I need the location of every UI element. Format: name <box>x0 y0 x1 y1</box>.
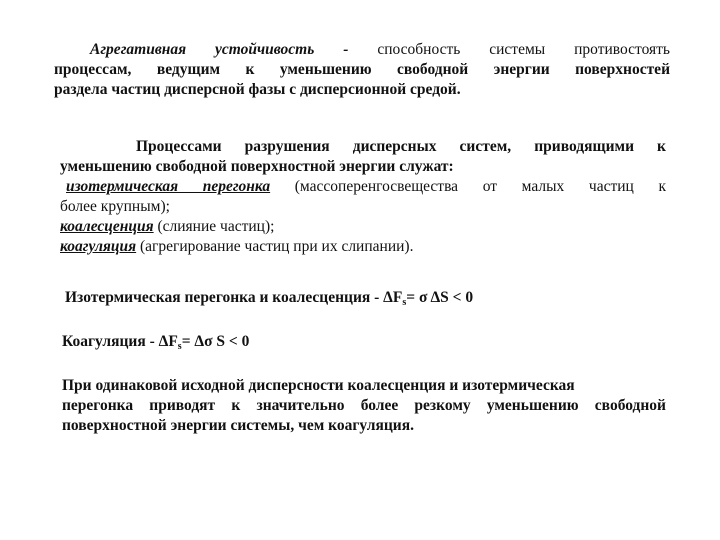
coagulation-desc: (агрегирование частиц при их слипании). <box>140 238 414 255</box>
processes-paragraph <box>60 137 666 257</box>
formula2-sub: s <box>177 341 182 352</box>
coagulation-term: коагуляция <box>60 238 137 255</box>
conclusion-line-2: перегонка приводят к значительно более резкому уменьшению свободной <box>62 397 666 414</box>
coalescence-term: коалесценция <box>60 218 154 235</box>
formula2-text: Коагуляция - ΔF <box>62 333 178 350</box>
processes-item-1 <box>60 177 666 197</box>
conclusion-line-1: При одинаковой исходной дисперсности коалесценция и изотермическая <box>62 377 575 394</box>
definition-term: Агрегативная устойчивость - <box>90 41 349 58</box>
processes-item-3 <box>60 237 666 257</box>
isothermal-distillation-term: изотермическая перегонка <box>66 178 271 195</box>
formula1-sub: s <box>402 297 407 308</box>
definition-line-1 <box>54 40 670 60</box>
conclusion-paragraph <box>62 376 666 436</box>
processes-item-1-cont: более крупным); <box>60 198 170 215</box>
definition-line-2: процессам, ведущим к уменьшению свободной энергии поверхностей <box>54 61 670 78</box>
processes-item-2 <box>60 217 666 237</box>
conclusion-line-3: поверхностной энергии системы, чем коагуляция. <box>62 417 414 434</box>
coalescence-desc: (слияние частиц); <box>157 218 275 235</box>
processes-line-2: уменьшению свободной поверхностной энергии служат: <box>60 158 454 175</box>
definition-paragraph <box>54 40 670 100</box>
processes-line-1: Процессами разрушения дисперсных систем, приводящими к <box>136 138 666 155</box>
definition-line1-rest: способность системы противостоять <box>377 41 671 58</box>
isothermal-distillation-desc: (массоперенгосвещества от малых частиц к <box>294 178 666 195</box>
formula1-rest: = σ ΔS < 0 <box>406 289 474 306</box>
definition-line-3: раздела частиц дисперсной фазы с дисперсионной средой. <box>54 81 461 98</box>
formula-coagulation <box>62 332 662 357</box>
formula2-rest: = Δσ S < 0 <box>181 333 250 350</box>
formula1-text: Изотермическая перегонка и коалесценция - ΔF <box>65 289 403 306</box>
formula-isothermal <box>65 288 665 313</box>
